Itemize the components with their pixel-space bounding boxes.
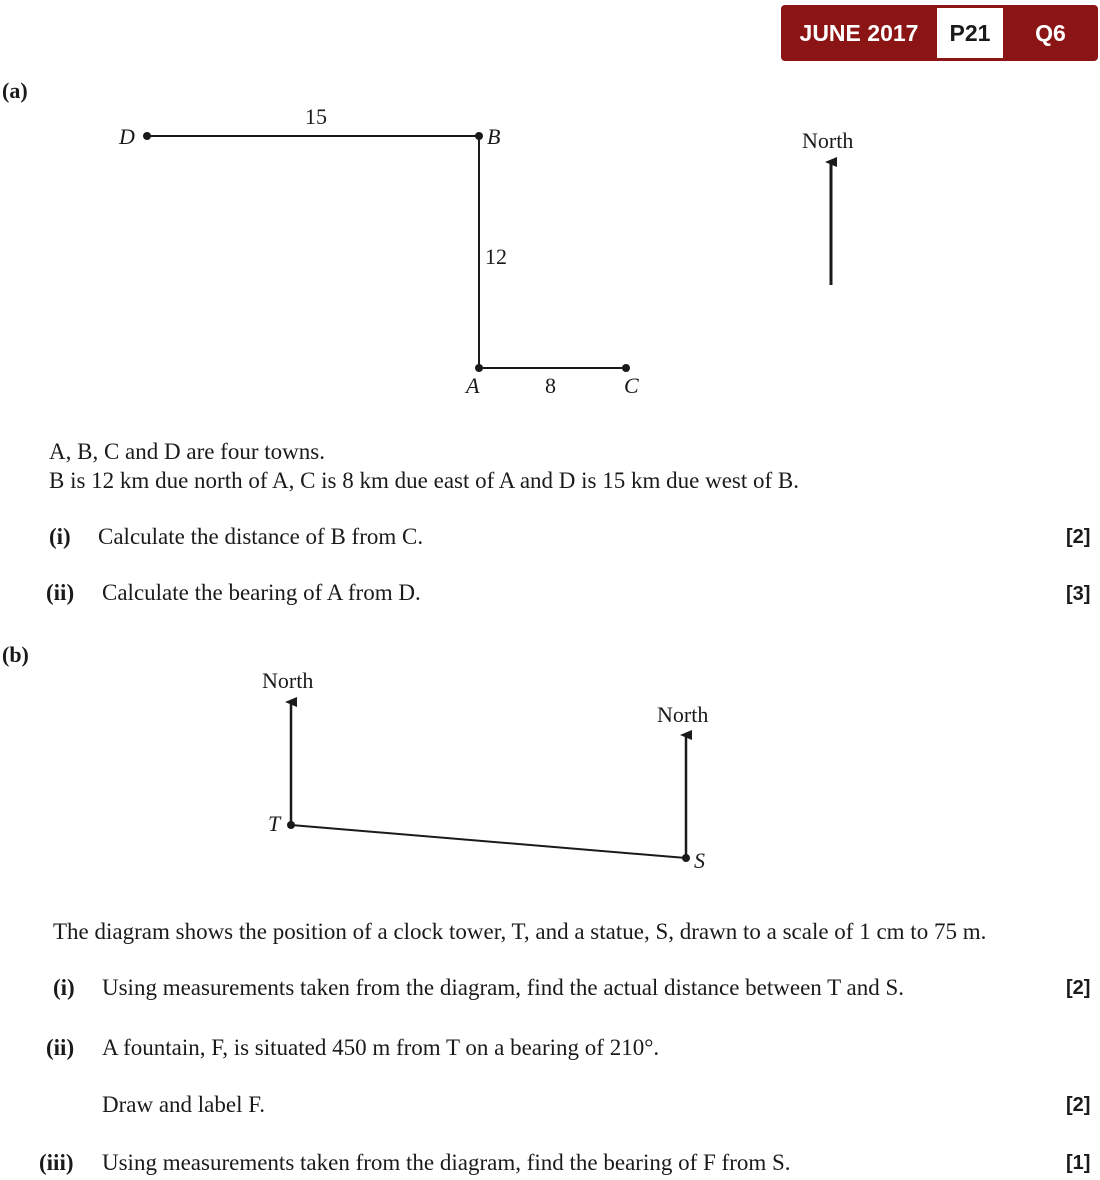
- badge-question: Q6: [1035, 19, 1066, 46]
- north-arrow-a: [802, 128, 853, 285]
- part-b-label: (b): [2, 642, 29, 667]
- point-c: [622, 364, 630, 372]
- badge-paper: P21: [937, 8, 1003, 58]
- length-db: 15: [305, 104, 327, 129]
- point-d: [143, 132, 151, 140]
- question-b-ii-text: A fountain, F, is situated 450 m from T on a bearing of 210°.: [102, 1035, 660, 1060]
- part-b-intro: The diagram shows the position of a clock tower, T, and a statue, S, drawn to a scale of 1 cm to 75 m.: [53, 919, 987, 944]
- label-t: T: [268, 811, 281, 836]
- question-b-i-marks: [2]: [1066, 977, 1091, 999]
- tower-statue-diagram: [262, 668, 708, 873]
- question-b-i-text: Using measurements taken from the diagram, find the actual distance between T and S.: [102, 975, 904, 1000]
- question-a-i-marks: [2]: [1066, 526, 1091, 548]
- question-a-ii-number: (ii): [46, 580, 75, 605]
- label-c: C: [624, 373, 639, 398]
- part-a-label: (a): [2, 78, 28, 103]
- question-b-iii-marks: [1]: [1066, 1152, 1091, 1174]
- question-a-i-text: Calculate the distance of B from C.: [98, 524, 424, 549]
- point-s: [682, 854, 690, 862]
- part-a-intro-line2: B is 12 km due north of A, C is 8 km due east of A and D is 15 km due west of B.: [49, 468, 800, 493]
- question-b-ii-number: (ii): [46, 1035, 75, 1060]
- question-b-ii-instruction: Draw and label F.: [102, 1092, 265, 1117]
- part-a-intro-line1: A, B, C and D are four towns.: [49, 439, 325, 464]
- label-b: B: [487, 124, 501, 149]
- north-label-a: North: [802, 128, 854, 153]
- question-b-i-number: (i): [53, 975, 75, 1000]
- point-a: [475, 364, 483, 372]
- question-a-ii-text: Calculate the bearing of A from D.: [102, 580, 421, 605]
- point-t: [287, 821, 295, 829]
- north-label-s: North: [657, 702, 709, 727]
- question-a-ii-marks: [3]: [1066, 583, 1091, 605]
- question-b-iii-text: Using measurements taken from the diagram, find the bearing of F from S.: [102, 1150, 791, 1175]
- question-b-ii-marks: [2]: [1066, 1094, 1091, 1116]
- north-label-t: North: [262, 668, 314, 693]
- question-b-iii-number: (iii): [39, 1150, 74, 1175]
- badge-date: JUNE 2017: [799, 19, 919, 46]
- length-ab: 12: [485, 244, 507, 269]
- point-b: [475, 132, 483, 140]
- line-ts: [291, 825, 686, 858]
- label-d: D: [119, 124, 135, 149]
- towns-diagram: [118, 104, 639, 398]
- label-a: A: [466, 373, 480, 398]
- label-s: S: [694, 848, 705, 873]
- question-a-i-number: (i): [49, 524, 71, 549]
- length-ac: 8: [545, 373, 556, 398]
